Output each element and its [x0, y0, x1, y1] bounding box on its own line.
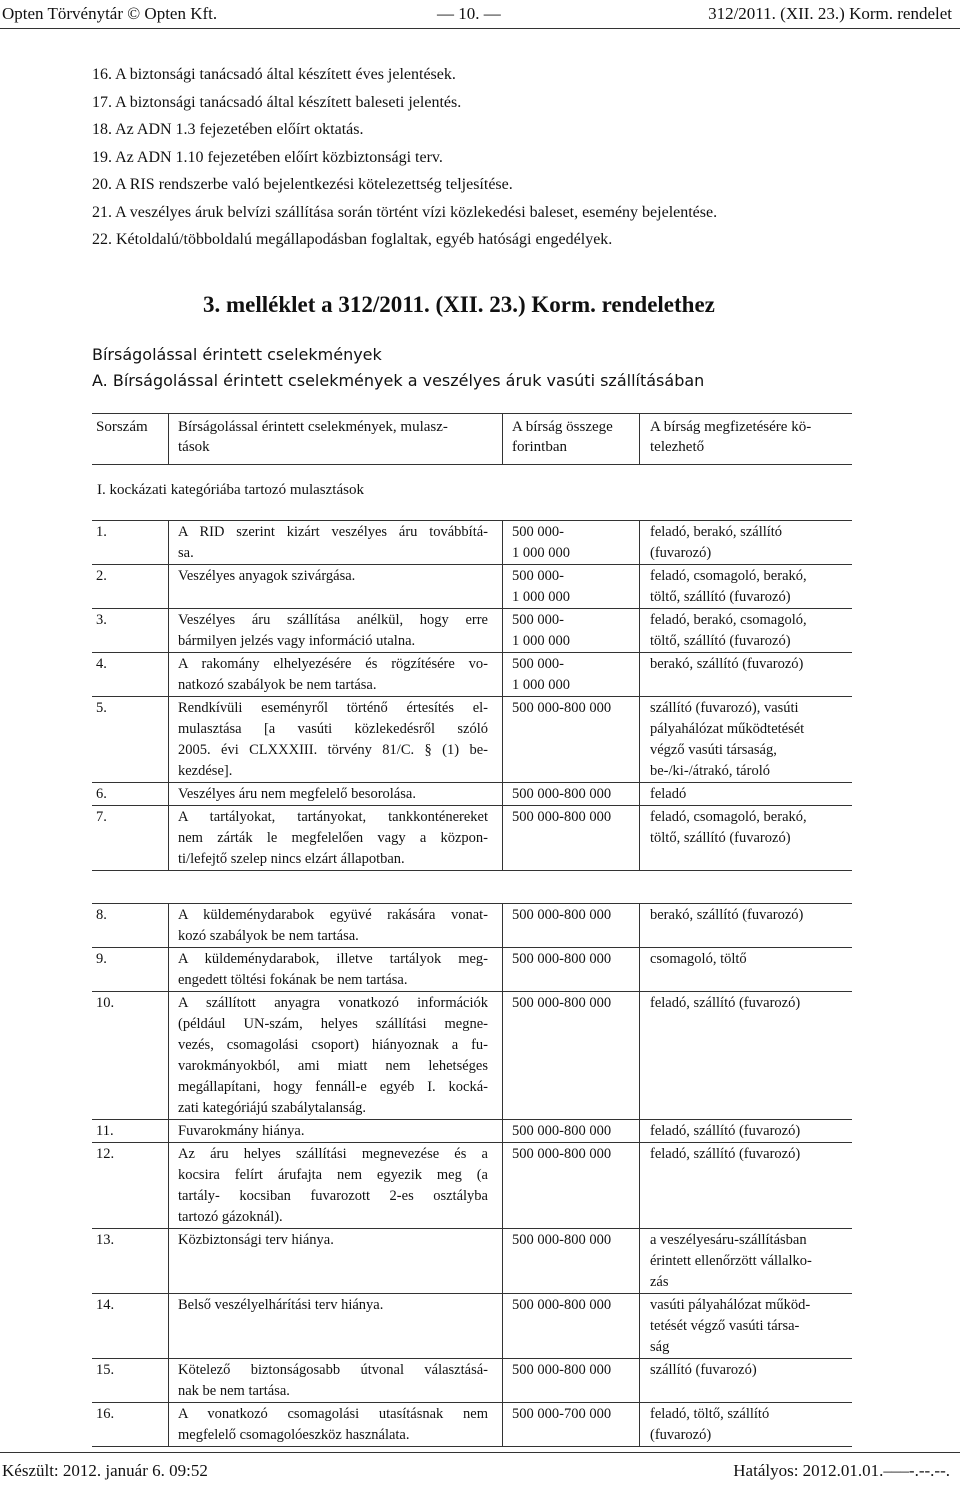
list-item: 20. A RIS rendszerbe való bejelentkezési kötelezettség teljesítése. [92, 176, 513, 193]
column-divider [168, 1143, 169, 1228]
column-divider [168, 783, 169, 805]
table-row [92, 805, 852, 870]
row-number: 10. [96, 995, 115, 1011]
column-divider [502, 992, 503, 1119]
row-description: Veszélyes anyagok szivárgása. [178, 568, 356, 584]
table-row [92, 782, 852, 805]
list-item: 17. A biztonsági tanácsadó által készített baleseti jelentés. [92, 93, 462, 111]
row-description: A küldeménydarabok, illetve tartályok meg- engedett töltési fokának be nem tartása. [178, 951, 488, 988]
row-amount: 500 000- 1 000 000 [512, 612, 570, 649]
row-amount: 500 000-800 000 [512, 700, 612, 716]
row-number: 2. [96, 568, 107, 584]
table-row [92, 1142, 852, 1228]
table-row [92, 1228, 852, 1293]
row-liable-party: szállító (fuvarozó) [650, 1362, 757, 1378]
row-number: 15. [96, 1362, 115, 1378]
row-amount: 500 000- 1 000 000 [512, 568, 570, 605]
list-item: 18. Az ADN 1.3 fejezetében előírt oktatás. [92, 121, 364, 138]
row-number: 6. [96, 786, 107, 802]
row-number: 1. [96, 524, 107, 540]
row-number: 5. [96, 700, 107, 716]
column-divider [168, 948, 169, 991]
table-row [92, 696, 852, 782]
row-amount: 500 000- 1 000 000 [512, 524, 570, 561]
row-description: A küldeménydarabok együvé rakására vonat- kozó szabályok be nem tartása. [178, 907, 488, 944]
row-number: 3. [96, 612, 107, 628]
row-amount: 500 000- 1 000 000 [512, 656, 570, 693]
row-amount: 500 000-800 000 [512, 1146, 612, 1162]
row-description: Kötelező biztonságosabb útvonal választásá- nak be nem tartása. [178, 1362, 488, 1399]
header-regulation: 312/2011. (XII. 23.) Korm. rendelet [708, 4, 952, 23]
row-description: A tartályokat, tartányokat, tankkonténereket nem zárták le megfelelően vagy a közpon- ti/lefejtő szelep nincs elzárt állapotban. [178, 809, 488, 867]
header-col-description: Bírságolással érintett cselekmények, mulasz- tások [178, 419, 448, 455]
column-divider [168, 653, 169, 696]
row-description: Közbiztonsági terv hiánya. [178, 1232, 334, 1248]
page-header [0, 0, 960, 29]
row-description: A vonatkozó csomagolási utasításnak nem megfelelő csomagolóeszköz használata. [178, 1406, 488, 1443]
row-amount: 500 000-800 000 [512, 786, 612, 802]
column-divider [502, 521, 503, 564]
row-description: Rendkívüli eseményről történő értesítés el- mulasztása [a vasúti közlekedésről szóló 2005. évi CLXXXIII. törvény 81/C. § (1) be- kezdése]. [178, 700, 488, 779]
fines-table-part-2 [92, 903, 852, 1447]
row-number: 14. [96, 1297, 115, 1313]
header-page-number: — 10. — [437, 4, 501, 23]
row-description: Belső veszélyelhárítási terv hiánya. [178, 1297, 384, 1313]
column-divider [502, 783, 503, 805]
column-divider [502, 1229, 503, 1293]
row-description: Az áru helyes szállítási megnevezése és a kocsira felírt árufajta nem egyezik meg (a tartály- kocsiban fuvarozott 2-es osztályba tartozó gázoknál). [178, 1146, 488, 1225]
row-description: A RID szerint kizárt veszélyes áru továbbítá- sa. [178, 524, 488, 561]
row-amount: 500 000-800 000 [512, 951, 612, 967]
row-number: 12. [96, 1146, 115, 1162]
row-liable-party: feladó, berakó, csomagoló, töltő, szállító (fuvarozó) [650, 612, 807, 649]
row-description: A rakomány elhelyezésére és rögzítésére vo- natkozó szabályok be nem tartása. [178, 656, 488, 693]
row-amount: 500 000-800 000 [512, 1362, 612, 1378]
table-row [92, 652, 852, 696]
footer-created: Készült: 2012. január 6. 09:52 [2, 1461, 208, 1480]
row-liable-party: berakó, szállító (fuvarozó) [650, 656, 804, 672]
column-divider [502, 653, 503, 696]
list-item: 19. Az ADN 1.10 fejezetében előírt közbiztonsági terv. [92, 148, 443, 166]
column-divider [168, 1294, 169, 1358]
table-row [92, 608, 852, 652]
table-row [92, 1119, 852, 1142]
annex-title: 3. melléklet a 312/2011. (XII. 23.) Korm. rendelethez [203, 292, 715, 317]
section-title: Bírságolással érintett cselekmények [92, 345, 382, 364]
column-divider [502, 1294, 503, 1358]
table-row [92, 521, 852, 564]
row-description: Fuvarokmány hiánya. [178, 1123, 305, 1139]
row-liable-party: berakó, szállító (fuvarozó) [650, 907, 804, 923]
column-divider [168, 565, 169, 608]
row-number: 16. [96, 1406, 115, 1422]
column-divider [502, 565, 503, 608]
page-footer [0, 1452, 960, 1485]
table-row [92, 1402, 852, 1446]
column-divider [502, 806, 503, 870]
row-amount: 500 000-800 000 [512, 907, 612, 923]
row-number: 8. [96, 907, 107, 923]
row-liable-party: a veszélyesáru-szállításban érintett ellenőrzött vállalko- zás [650, 1232, 812, 1290]
list-item: 16. A biztonsági tanácsadó által készített éves jelentések. [92, 66, 456, 83]
row-liable-party: feladó, berakó, szállító (fuvarozó) [650, 524, 783, 561]
table-row [92, 991, 852, 1119]
row-description: Veszélyes áru szállítása anélkül, hogy erre bármilyen jelzés vagy információ utalna. [178, 612, 488, 649]
subsection-title: A. Bírságolással érintett cselekmények a veszélyes áruk vasúti szállításában [92, 371, 705, 390]
list-item: 22. Kétoldalú/többoldalú megállapodásban foglaltak, egyéb hatósági engedélyek. [92, 231, 613, 248]
column-divider [168, 904, 169, 947]
header-col-amount: A bírság összege forintban [512, 419, 613, 455]
row-liable-party: feladó, szállító (fuvarozó) [650, 1123, 801, 1139]
row-amount: 500 000-700 000 [512, 1406, 612, 1422]
header-publisher: Opten Törvénytár © Opten Kft. [2, 4, 218, 23]
table-row [92, 1358, 852, 1402]
table-row [92, 564, 852, 608]
column-divider [168, 1403, 169, 1446]
row-liable-party: feladó, csomagoló, berakó, töltő, szállító (fuvarozó) [650, 809, 807, 846]
header-col-number: Sorszám [96, 419, 148, 435]
row-amount: 500 000-800 000 [512, 1297, 612, 1313]
table-row [92, 1293, 852, 1358]
footer-effective: Hatályos: 2012.01.01.–––-.--.--. [733, 1461, 950, 1480]
column-divider [502, 609, 503, 652]
row-number: 4. [96, 656, 107, 672]
column-divider [168, 806, 169, 870]
column-divider [168, 609, 169, 652]
column-divider [168, 1359, 169, 1402]
row-description: Veszélyes áru nem megfelelő besorolása. [178, 786, 416, 802]
row-liable-party: szállító (fuvarozó), vasúti pályahálózat működtetését végző vasúti társaság, be-/ki-/átrakó, tároló [650, 700, 805, 779]
column-divider [502, 948, 503, 991]
column-divider [502, 1120, 503, 1142]
column-divider [639, 414, 640, 464]
column-divider [502, 697, 503, 782]
column-divider [502, 414, 503, 464]
header-col-liable: A bírság megfizetésére kö- telezhető [650, 419, 812, 455]
column-divider [168, 414, 169, 464]
row-liable-party: feladó, szállító (fuvarozó) [650, 995, 801, 1011]
column-divider [168, 697, 169, 782]
row-amount: 500 000-800 000 [512, 1232, 612, 1248]
table-row [92, 904, 852, 947]
row-liable-party: feladó, töltő, szállító (fuvarozó) [650, 1406, 770, 1443]
row-number: 13. [96, 1232, 115, 1248]
column-divider [168, 1229, 169, 1293]
category-title: I. kockázati kategóriába tartozó mulasztások [97, 482, 364, 498]
row-liable-party: feladó, szállító (fuvarozó) [650, 1146, 801, 1162]
table-header [92, 413, 852, 465]
row-description: A szállított anyagra vonatkozó információk (például UN-szám, helyes szállítási megne- vezés, csomagolási csoport) hiányoznak a fu- varokmányokból, ami miatt nem lehetséges megállapítani, hogy fennáll-e egyéb I. kocká- zati kategóriájú szabálytalanság. [178, 995, 488, 1116]
column-divider [502, 1403, 503, 1446]
column-divider [168, 521, 169, 564]
column-divider [168, 992, 169, 1119]
row-number: 11. [96, 1123, 114, 1139]
row-amount: 500 000-800 000 [512, 995, 612, 1011]
row-liable-party: vasúti pályahálózat működ- tetését végző vasúti társa- ság [650, 1297, 811, 1355]
row-liable-party: feladó, csomagoló, berakó, töltő, szállító (fuvarozó) [650, 568, 807, 605]
row-number: 9. [96, 951, 107, 967]
row-amount: 500 000-800 000 [512, 809, 612, 825]
table-row [92, 947, 852, 991]
row-amount: 500 000-800 000 [512, 1123, 612, 1139]
row-liable-party: feladó [650, 786, 687, 802]
document-list [92, 65, 717, 258]
row-number: 7. [96, 809, 107, 825]
row-liable-party: csomagoló, töltő [650, 951, 747, 967]
column-divider [168, 1120, 169, 1142]
column-divider [502, 1359, 503, 1402]
list-item: 21. A veszélyes áruk belvízi szállítása során történt vízi közlekedési baleset, esemény bejelentése. [92, 203, 718, 221]
column-divider [502, 1143, 503, 1228]
fines-table-part-1 [92, 520, 852, 871]
column-divider [502, 904, 503, 947]
